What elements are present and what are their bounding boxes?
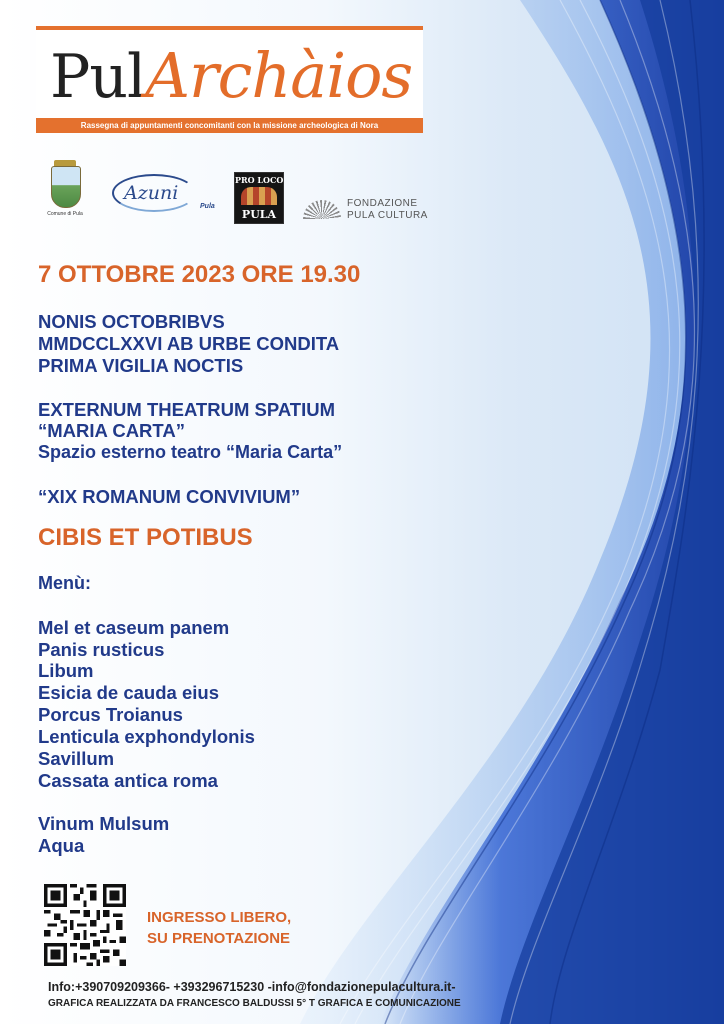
logo-tagline: Rassegna di appuntamenti concomitanti con la missione archeologica di Nora <box>36 118 423 133</box>
azuni-sub: Pula <box>200 203 215 210</box>
qr-code[interactable] <box>44 884 126 966</box>
menu-item: Mel et caseum panem <box>38 617 230 638</box>
menu-item: Panis rusticus <box>38 639 165 660</box>
azuni-word: Azuni <box>124 182 179 204</box>
event-date: 7 OTTOBRE 2023 ORE 19.30 <box>38 261 361 288</box>
event-name: “XIX ROMANUM CONVIVIUM” <box>38 486 301 507</box>
fondazione-line1: FONDAZIONE <box>347 198 418 209</box>
drink-item: Aqua <box>38 835 85 856</box>
comune-di-pula-logo <box>44 160 86 222</box>
contact-info: Info:+390709209366- +393296715230 -info@fondazionepulacultura.it- <box>48 980 456 994</box>
azuni-logo <box>110 170 226 220</box>
entry-notice <box>147 907 291 949</box>
latin-date-line-2: MMDCCLXXVI AB URBE CONDITA <box>38 333 340 354</box>
header-top-line <box>36 26 423 30</box>
menu-item: Esicia de cauda eius <box>38 682 219 703</box>
menu-title: Menù: <box>38 573 91 593</box>
entry-line-2: SU PRENOTAZIONE <box>147 930 291 947</box>
drink-item: Vinum Mulsum <box>38 813 170 834</box>
graphic-credits: GRAFICA REALIZZATA DA FRANCESCO BALDUSSI 5° T GRAFICA E COMUNICAZIONE <box>48 998 461 1009</box>
comune-caption: Comune di Pula <box>47 211 83 217</box>
menu-item: Cassata antica roma <box>38 770 218 791</box>
fondazione-pula-cultura-logo <box>303 196 433 224</box>
crest-icon <box>51 166 81 208</box>
proloco-top-text: PRO LOCO <box>235 175 284 185</box>
venue-latin-line-1: EXTERNUM THEATRUM SPATIUM <box>38 399 336 420</box>
menu-item: Lenticula exphondylonis <box>38 726 255 747</box>
latin-date-line-3: PRIMA VIGILIA NOCTIS <box>38 355 244 376</box>
latin-date-line-1: NONIS OCTOBRIBVS <box>38 311 225 332</box>
logo-title-part1: Pul <box>50 42 146 112</box>
pularchaios-logo <box>36 26 423 133</box>
arches-icon <box>241 187 277 205</box>
sunrise-icon <box>303 200 341 219</box>
venue-italian: Spazio esterno teatro “Maria Carta” <box>38 442 343 462</box>
menu-item: Libum <box>38 660 94 681</box>
menu-item: Savillum <box>38 748 115 769</box>
event-subtitle: CIBIS ET POTIBUS <box>38 524 253 551</box>
logo-title <box>50 34 412 118</box>
logo-title-part2: Archàios <box>145 39 413 112</box>
entry-line-1: INGRESSO LIBERO, <box>147 909 292 926</box>
fondazione-line2: PULA CULTURA <box>347 210 428 221</box>
qr-code-icon <box>44 884 126 966</box>
pro-loco-pula-logo <box>234 172 284 224</box>
proloco-bottom-text: PULA <box>241 208 277 221</box>
venue-latin-line-2: “MARIA CARTA” <box>38 420 185 441</box>
menu-item: Porcus Troianus <box>38 704 183 725</box>
